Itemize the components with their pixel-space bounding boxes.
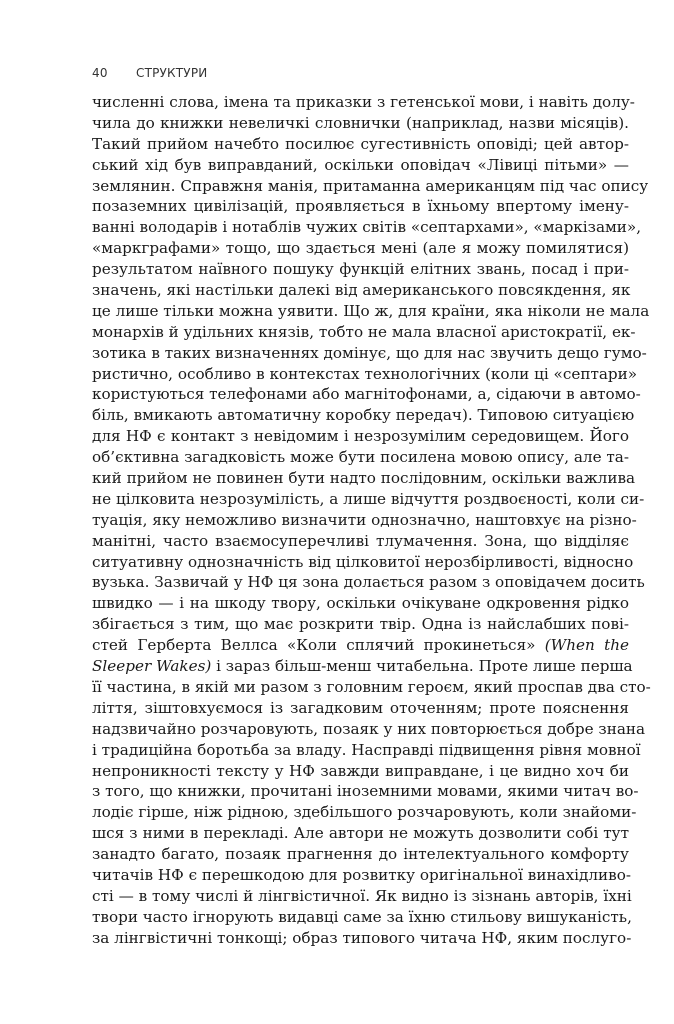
italic-title-text: Sleeper Wakes) xyxy=(92,657,212,676)
line-text: численні слова, імена та приказки з гетенської мови, і навіть долу- xyxy=(92,93,635,111)
text-line xyxy=(92,886,632,907)
text-line xyxy=(92,677,651,698)
text-line xyxy=(92,823,629,844)
line-text: лодіє гірше, ніж рідною, здебільшого розчаровують, коли знайоми- xyxy=(92,803,637,822)
text-line xyxy=(92,238,629,259)
text-line xyxy=(92,572,645,593)
line-text: біль, вмикають автоматичну коробку передач). Типовою ситуацією xyxy=(92,406,635,425)
line-text: позаземних цивілізацій, проявляється в їхньому впертому імену- xyxy=(92,197,629,216)
line-text: твори часто ігнорують видавці саме за їхню стильову вишуканість, xyxy=(92,907,632,926)
line-text: для НФ є контакт з невідомим і незрозумілим середовищем. Його xyxy=(92,427,629,446)
text-line xyxy=(92,844,629,865)
text-line xyxy=(92,343,647,364)
text-line xyxy=(92,405,635,426)
line-text: швидко — і на шкоду твору, оскільки очікуване одкровення рідко xyxy=(92,594,629,613)
text-line xyxy=(92,426,629,447)
running-title: СТРУКТУРИ xyxy=(136,66,208,80)
line-text: збігається з тим, що має розкрити твір. Одна із найслабших пові- xyxy=(92,615,629,634)
line-text: вузька. Зазвичай у НФ ця зона долається разом з оповідачем досить xyxy=(92,573,645,592)
text-line xyxy=(92,280,629,301)
text-line xyxy=(92,552,634,573)
line-text: шся з ними в перекладі. Але автори не можуть дозволити собі тут xyxy=(92,824,629,843)
line-text: користуються телефонами або магнітофонами, а, сідаючи в автомо- xyxy=(92,385,641,404)
line-text: ситуативну однозначність від цілковитої нерозбірливості, відносно xyxy=(92,552,634,571)
text-line xyxy=(92,593,629,614)
text-line xyxy=(92,740,641,761)
page-number: 40 xyxy=(92,66,108,80)
line-text: з того, що книжки, прочитані іноземними мовами, якими читач во- xyxy=(92,782,639,801)
line-text: туація, яку неможливо визначити однозначно, наштовхує на різно- xyxy=(92,510,637,529)
body-text xyxy=(92,92,651,949)
line-text: і зараз більш-менш читабельна. Проте лише перша xyxy=(211,657,633,676)
line-text: ванні володарів і нотаблів чужих світів «септархами», «маркізами», xyxy=(92,218,642,237)
text-line xyxy=(92,719,646,740)
line-text: ристично, особливо в контекстах технологічних (коли ці «септари» xyxy=(92,364,638,383)
text-line xyxy=(92,761,629,782)
text-line xyxy=(92,447,629,468)
line-text: непроникності тексту у НФ завжди виправдане, і це видно хоч би xyxy=(92,761,629,780)
text-line xyxy=(92,781,639,802)
text-line xyxy=(92,489,645,510)
text-line xyxy=(92,113,629,134)
line-text: кий прийом не повинен бути надто послідовним, оскільки важлива xyxy=(92,469,636,488)
text-line xyxy=(92,155,629,176)
line-text: монархів й удільних князів, тобто не мала власної аристократії, ек- xyxy=(92,322,636,341)
line-text: чила до книжки невеличкі словнички (наприклад, назви місяців). xyxy=(92,113,629,132)
italic-title-text: (When the xyxy=(544,636,629,655)
text-line xyxy=(92,698,629,719)
text-line xyxy=(92,176,649,197)
text-line xyxy=(92,531,629,552)
line-text: її частина, в якій ми разом з головним героєм, який проспав два сто- xyxy=(92,677,651,696)
text-line xyxy=(92,510,637,531)
line-text: ліття, зіштовхуємося із загадковим оточенням; проте пояснення xyxy=(92,698,629,717)
text-line xyxy=(92,364,638,385)
text-line xyxy=(92,259,629,280)
text-line xyxy=(92,928,632,949)
line-text: манітні, часто взаємосуперечливі тлумачення. Зона, що відділяє xyxy=(92,531,629,550)
line-text: за лінгвістичні тонкощі; образ типового читача НФ, яким послуго- xyxy=(92,928,632,947)
text-line xyxy=(92,322,636,343)
text-line xyxy=(92,907,632,928)
line-text: результатом наївного пошуку функцій елітних звань, посад і при- xyxy=(92,260,629,279)
line-text: не цілковита незрозумілість, а лише відчуття роздвоєності, коли си- xyxy=(92,489,645,508)
line-text: значень, які настільки далекі від американського повсякдення, як xyxy=(92,281,631,300)
line-text: занадто багато, позаяк прагнення до інтелектуального комфорту xyxy=(92,845,629,864)
line-text: «маркграфами» тощо, що здається мені (але я можу помилятися) xyxy=(92,239,629,258)
text-line xyxy=(92,217,642,238)
text-line xyxy=(92,384,641,405)
text-line xyxy=(92,468,636,489)
text-line xyxy=(92,134,629,155)
line-text: зотика в таких визначеннях домінує, що для нас звучить дещо гумо- xyxy=(92,343,647,362)
line-text: це лише тільки можна уявити. Що ж, для країни, яка ніколи не мала xyxy=(92,301,650,320)
line-text: ський хід був виправданий, оскільки оповідач «Лівиці пітьми» — xyxy=(92,155,629,174)
text-line xyxy=(92,301,650,322)
line-text: надзвичайно розчаровують, позаяк у них повторюється добре знана xyxy=(92,719,646,738)
line-text: сті — в тому числі й лінгвістичної. Як видно із зізнань авторів, їхні xyxy=(92,886,632,905)
line-text: і традиційна боротьба за владу. Насправді підвищення рівня мовної xyxy=(92,740,641,759)
line-text: читачів НФ є перешкодою для розвитку оригінальної винахідливо- xyxy=(92,865,631,884)
line-text: стей Герберта Веллса «Коли сплячий прокинеться» xyxy=(92,636,545,655)
text-line xyxy=(92,802,637,823)
text-line xyxy=(92,656,633,677)
text-line xyxy=(92,196,629,217)
line-text: об’єктивна загадковість може бути посилена мовою опису, але та- xyxy=(92,448,629,467)
line-text: Такий прийом начебто посилює сугестивність оповіді; цей автор- xyxy=(92,134,629,153)
text-line xyxy=(92,614,629,635)
text-line xyxy=(92,92,635,113)
text-line xyxy=(92,635,629,656)
text-line xyxy=(92,865,629,886)
line-text: землянин. Справжня манія, притаманна американцям під час опису xyxy=(92,176,649,195)
running-header xyxy=(92,66,207,80)
